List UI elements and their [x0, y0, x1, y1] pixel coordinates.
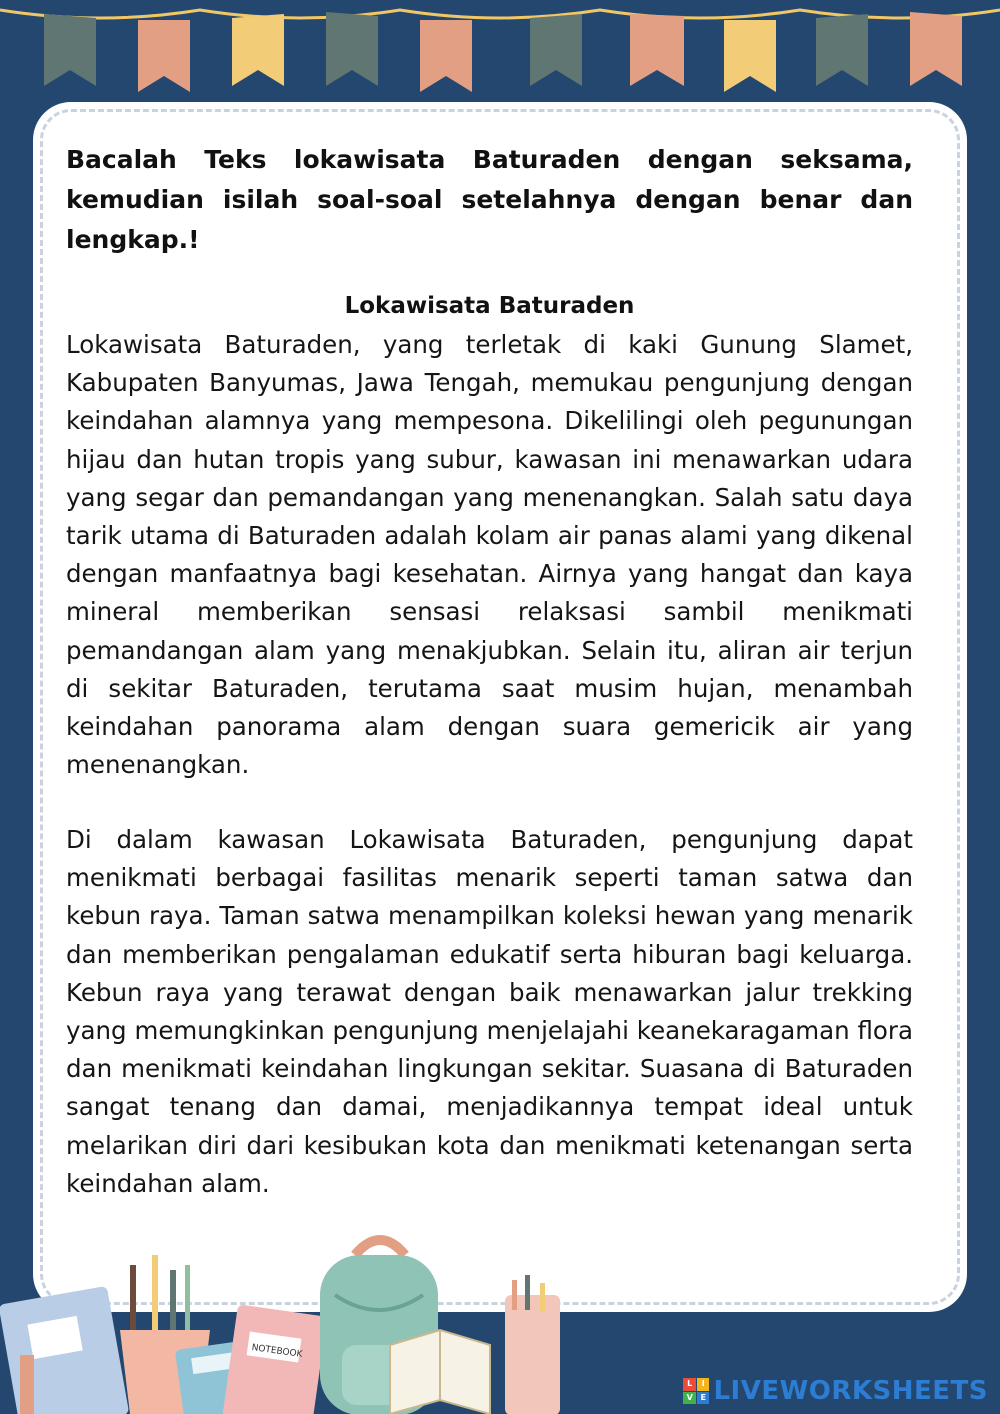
liveworksheets-logo-icon	[683, 1378, 709, 1404]
bunting-decoration	[0, 0, 1000, 110]
logo-letter-e: E	[697, 1392, 710, 1405]
flag-2	[138, 20, 190, 92]
text-title: Lokawisata Baturaden	[344, 293, 635, 319]
paragraph-2: Di dalam kawasan Lokawisata Baturaden, pengunjung dapat menikmati berbagai fasilitas menarik seperti taman satwa dan kebun raya. Taman satwa menampilkan koleksi hewan yang menarik dan memberikan pengalaman edukatif serta hiburan bagi keluarga. Kebun raya yang terawat dengan baik menawarkan jalur trekking yang memungkinkan pengunjung menjelajahi keanekaragaman flora dan menikmati keindahan lingkungan sekitar. Suasana di Baturaden sangat tenang dan damai, menjadikannya tempat ideal untuk melarikan diri dari kesibukan kota dan menikmati ketenangan serta keindahan alam.	[66, 825, 913, 1198]
flag-3	[232, 14, 284, 86]
flag-5	[420, 20, 472, 92]
flag-6	[530, 14, 582, 86]
logo-letter-i: I	[697, 1378, 710, 1391]
notebook-label: NOTEBOOK	[250, 1342, 303, 1360]
spiral-notebook-illustration	[0, 1286, 129, 1414]
liveworksheets-wordmark: LIVEWORKSHEETS	[713, 1376, 988, 1406]
instruction-text: Bacalah Teks lokawisata Baturaden dengan seksama, kemudian isilah soal-soal setelahnya dengan benar dan lengkap.!	[66, 145, 913, 254]
paragraph-1: Lokawisata Baturaden, yang terletak di kaki Gunung Slamet, Kabupaten Banyumas, Jawa Tengah, memukau pengunjung dengan keindahan alamnya yang mempesona. Dikelilingi oleh pegunungan hijau dan hutan tropis yang subur, kawasan ini menawarkan udara yang segar dan pemandangan yang menenangkan. Salah satu daya tarik utama di Baturaden adalah kolam air panas alami yang dikenal dengan manfaatnya bagi kesehatan. Airnya yang hangat dan kaya mineral memberikan sensasi relaksasi sambil menikmati pemandangan alam yang menakjubkan. Selain itu, aliran air terjun di sekitar Baturaden, terutama saat musim hujan, menambah keindahan panorama alam dengan suara gemericik air yang menenangkan.	[66, 330, 913, 780]
liveworksheets-brand	[683, 1376, 988, 1406]
pencil-holder-illustration	[505, 1275, 560, 1414]
flag-8	[724, 20, 776, 92]
open-book-illustration	[390, 1330, 490, 1414]
logo-letter-l: L	[683, 1378, 696, 1391]
flag-4	[326, 12, 378, 86]
notebook-illustration	[222, 1304, 327, 1414]
flag-9	[816, 14, 868, 86]
flag-1	[44, 14, 96, 86]
flag-10	[910, 12, 962, 86]
flag-7	[630, 14, 684, 86]
logo-letter-v: V	[683, 1392, 696, 1405]
